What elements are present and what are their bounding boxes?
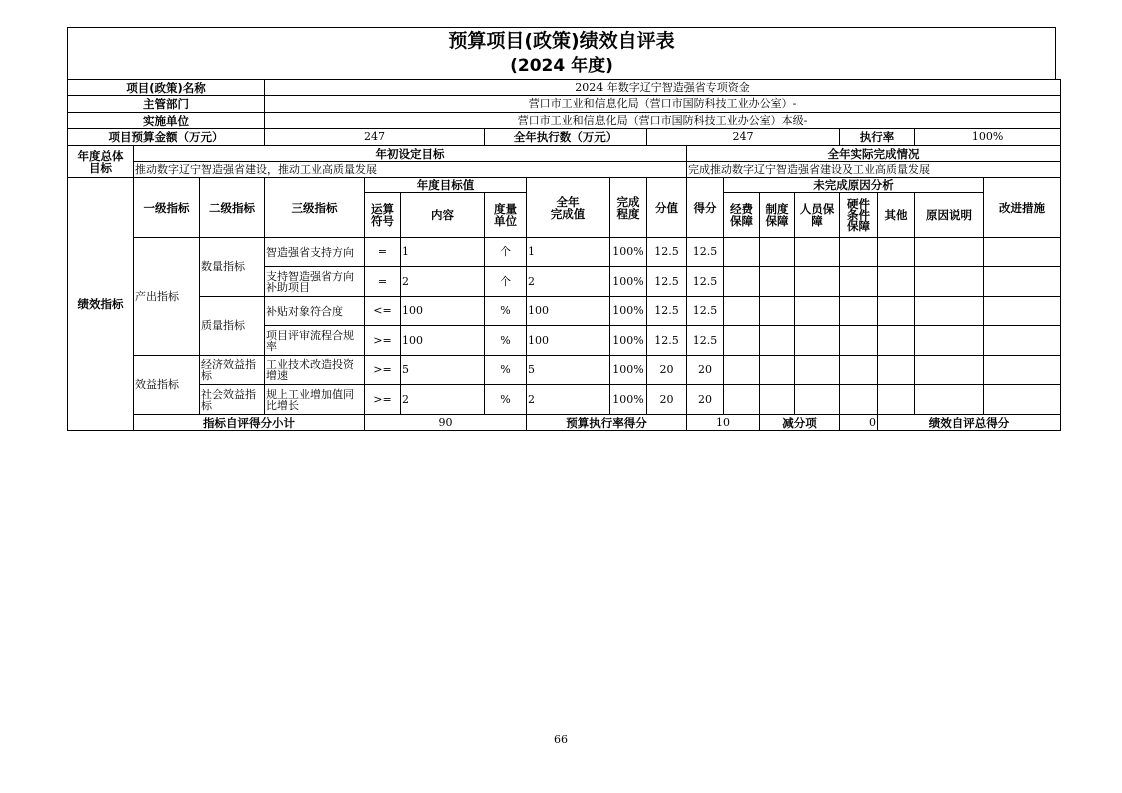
content-cell: 5 bbox=[401, 356, 485, 385]
project-name: 2024 年数字辽宁智造强省专项资金 bbox=[265, 80, 1061, 96]
subtotal-value: 90 bbox=[365, 415, 527, 431]
content-cell: 2 bbox=[401, 267, 485, 297]
got-cell: 20 bbox=[687, 356, 724, 385]
project-name-label: 项目(政策)名称 bbox=[68, 80, 265, 96]
degree-cell: 100% bbox=[610, 385, 647, 415]
lvl3-header: 三级指标 bbox=[265, 178, 365, 238]
budget-score-value: 10 bbox=[687, 415, 760, 431]
score-cell: 12.5 bbox=[647, 267, 687, 297]
lvl3-cell: 补贴对象符合度 bbox=[265, 297, 365, 326]
table-row bbox=[68, 385, 1061, 415]
got-cell: 20 bbox=[687, 385, 724, 415]
score-cell: 20 bbox=[647, 385, 687, 415]
score-header: 分值 bbox=[647, 178, 687, 238]
fund-header: 经费 保障 bbox=[724, 193, 760, 238]
content-header: 内容 bbox=[401, 193, 485, 238]
unit-cell: 个 bbox=[485, 238, 527, 267]
got-cell: 12.5 bbox=[687, 267, 724, 297]
budget-value: 247 bbox=[265, 129, 485, 146]
total-label: 绩效自评总得分 bbox=[878, 415, 1061, 431]
budget-label: 项目预算金额（万元） bbox=[68, 129, 265, 146]
perf-indicator-label: 绩效指标 bbox=[68, 178, 134, 431]
page-title: 预算项目(政策)绩效自评表 bbox=[448, 30, 675, 52]
quantity-indicator: 数量指标 bbox=[200, 238, 265, 297]
reason-analysis-header: 未完成原因分析 bbox=[724, 178, 984, 193]
done-cell: 100 bbox=[527, 326, 610, 356]
lvl2-header: 二级指标 bbox=[200, 178, 265, 238]
set-goal-text: 推动数字辽宁智造强省建设，推动工业高质量发展 bbox=[134, 162, 687, 178]
other-header: 其他 bbox=[878, 193, 915, 238]
degree-cell: 100% bbox=[610, 326, 647, 356]
degree-cell: 100% bbox=[610, 356, 647, 385]
operator-header: 运算 符号 bbox=[365, 193, 401, 238]
exec-value: 247 bbox=[647, 129, 840, 146]
completion-degree-header: 完成 程度 bbox=[610, 178, 647, 238]
actual-goal-header: 全年实际完成情况 bbox=[687, 146, 1061, 162]
got-cell: 12.5 bbox=[687, 297, 724, 326]
actual-goal-text: 完成推动数字辽宁智造强省建设及工业高质量发展 bbox=[687, 162, 1061, 178]
content-cell: 2 bbox=[401, 385, 485, 415]
budget-score-label: 预算执行率得分 bbox=[527, 415, 687, 431]
got-cell: 12.5 bbox=[687, 326, 724, 356]
content-cell: 100 bbox=[401, 297, 485, 326]
unit-cell: % bbox=[485, 326, 527, 356]
deduct-label: 减分项 bbox=[760, 415, 840, 431]
social-indicator: 社会效益指标 bbox=[200, 385, 265, 415]
rate-label: 执行率 bbox=[840, 129, 915, 146]
deduct-value: 0 bbox=[840, 415, 878, 431]
title-block bbox=[67, 27, 1056, 79]
exec-label: 全年执行数（万元） bbox=[485, 129, 647, 146]
system-header: 制度 保障 bbox=[760, 193, 795, 238]
got-cell: 12.5 bbox=[687, 238, 724, 267]
done-cell: 100 bbox=[527, 297, 610, 326]
degree-cell: 100% bbox=[610, 297, 647, 326]
dept-value: 营口市工业和信息化局（营口市国防科技工业办公室）- bbox=[265, 96, 1061, 113]
set-goal-header: 年初设定目标 bbox=[134, 146, 687, 162]
score-cell: 20 bbox=[647, 356, 687, 385]
lvl1-header: 一级指标 bbox=[134, 178, 200, 238]
operator-cell: >= bbox=[365, 385, 401, 415]
operator-cell: <= bbox=[365, 297, 401, 326]
unit-header: 度量 单位 bbox=[485, 193, 527, 238]
content-cell: 1 bbox=[401, 238, 485, 267]
annual-target-header: 年度目标值 bbox=[365, 178, 527, 193]
table-row bbox=[68, 238, 1061, 267]
evaluation-table bbox=[67, 79, 1061, 431]
rate-value: 100% bbox=[915, 129, 1061, 146]
unit-value: 营口市工业和信息化局（营口市国防科技工业办公室）本级- bbox=[265, 113, 1061, 129]
staff-header: 人员保 障 bbox=[795, 193, 840, 238]
done-cell: 2 bbox=[527, 267, 610, 297]
self-evaluation-sheet bbox=[67, 27, 1056, 431]
lvl3-cell: 规上工业增加值同比增长 bbox=[265, 385, 365, 415]
reason-header: 原因说明 bbox=[915, 193, 984, 238]
subtotal-label: 指标自评得分小计 bbox=[134, 415, 365, 431]
unit-label: 实施单位 bbox=[68, 113, 265, 129]
lvl3-cell: 支持智造强省方向补助项目 bbox=[265, 267, 365, 297]
effect-indicator: 效益指标 bbox=[134, 356, 200, 415]
table-row bbox=[68, 297, 1061, 326]
improve-header: 改进措施 bbox=[984, 178, 1061, 238]
annual-goal-label: 年度总体 目标 bbox=[68, 146, 134, 178]
degree-cell: 100% bbox=[610, 267, 647, 297]
operator-cell: >= bbox=[365, 326, 401, 356]
lvl3-cell: 智造强省支持方向 bbox=[265, 238, 365, 267]
lvl3-cell: 工业技术改造投资增速 bbox=[265, 356, 365, 385]
degree-cell: 100% bbox=[610, 238, 647, 267]
lvl3-cell: 项目评审流程合规率 bbox=[265, 326, 365, 356]
done-cell: 5 bbox=[527, 356, 610, 385]
done-value-header: 全年 完成值 bbox=[527, 178, 610, 238]
operator-cell: >= bbox=[365, 356, 401, 385]
hardware-header: 硬件 条件 保障 bbox=[840, 193, 878, 238]
content-cell: 100 bbox=[401, 326, 485, 356]
score-cell: 12.5 bbox=[647, 326, 687, 356]
done-cell: 2 bbox=[527, 385, 610, 415]
unit-cell: % bbox=[485, 297, 527, 326]
operator-cell: = bbox=[365, 238, 401, 267]
quality-indicator: 质量指标 bbox=[200, 297, 265, 356]
page-subtitle: (2024 年度) bbox=[510, 56, 613, 76]
dept-label: 主管部门 bbox=[68, 96, 265, 113]
unit-cell: % bbox=[485, 385, 527, 415]
unit-cell: 个 bbox=[485, 267, 527, 297]
unit-cell: % bbox=[485, 356, 527, 385]
got-header: 得分 bbox=[687, 178, 724, 238]
page-number: 66 bbox=[554, 733, 568, 746]
score-cell: 12.5 bbox=[647, 297, 687, 326]
score-cell: 12.5 bbox=[647, 238, 687, 267]
econ-indicator: 经济效益指标 bbox=[200, 356, 265, 385]
output-indicator: 产出指标 bbox=[134, 238, 200, 356]
operator-cell: = bbox=[365, 267, 401, 297]
table-row bbox=[68, 356, 1061, 385]
done-cell: 1 bbox=[527, 238, 610, 267]
